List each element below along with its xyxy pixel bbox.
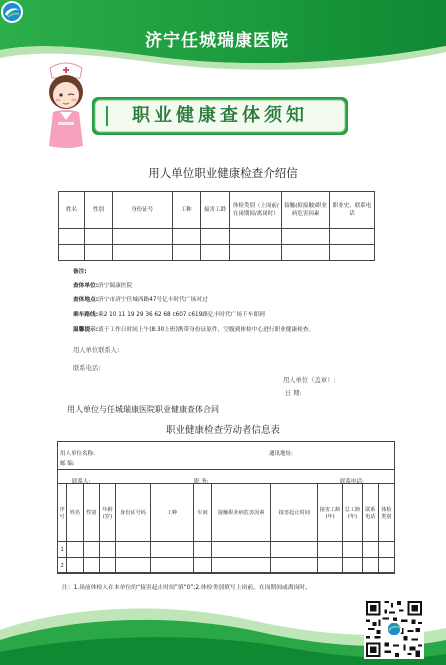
- bus-label: 乘车路线:: [73, 312, 99, 318]
- column-header: 接触职业病危害因素: [212, 484, 271, 542]
- column-header: 体检类别: [378, 484, 394, 542]
- column-header: 总工龄(年): [342, 484, 362, 542]
- contact-person-label: 联系人:: [72, 479, 91, 485]
- nurse-illustration-icon: [36, 60, 96, 150]
- hospital-name: 济宁任城瑞康医院: [145, 31, 289, 51]
- worker-info-table: [57, 483, 395, 574]
- table-row: [59, 245, 375, 261]
- column-header: 车间: [193, 484, 211, 542]
- column-header: 年龄(岁): [99, 484, 115, 542]
- table-row: [59, 229, 375, 245]
- banner-title: 职业健康查体须知: [132, 105, 308, 126]
- date-label: 日 期:: [285, 390, 302, 397]
- column-header: 职业史、联系电话: [330, 192, 375, 229]
- contact-phone-label: 联系电话:: [340, 479, 364, 485]
- column-header: 身份证号码: [116, 484, 151, 542]
- column-header: 性别: [83, 484, 99, 542]
- address-value: 济宁市济宁任城西路47号亿丰时代广场对过: [98, 297, 208, 303]
- column-header: 身份证号: [112, 192, 172, 229]
- intro-letter-table: [58, 191, 375, 261]
- tip-value: 请于工作日时间上午(8:30上班)携带身份证原件，空腹到体检中心进行职业健康检查。: [98, 327, 315, 333]
- table-header-row: [59, 192, 375, 229]
- seal-label: 用人单位（盖章）:: [283, 377, 336, 384]
- table-row: [58, 542, 395, 558]
- intro-letter-title: 用人单位职业健康检查介绍信: [148, 166, 298, 180]
- column-header: 工种: [172, 192, 200, 229]
- qr-code-icon: [364, 599, 424, 659]
- column-header: 联系电话: [363, 484, 378, 542]
- row-number: 1: [58, 542, 67, 558]
- column-header: 接害工龄(年): [318, 484, 343, 542]
- column-header: 姓名: [67, 484, 83, 542]
- column-header: 工种: [150, 484, 193, 542]
- column-header: 接害工龄: [200, 192, 230, 229]
- unit-name-label: 用人单位名称:: [60, 451, 95, 457]
- table-header-row: [58, 484, 395, 542]
- remark-label: 备注:: [73, 269, 87, 275]
- table-row: [58, 558, 395, 574]
- contract-title: 用人单位与任城瑞康医院职业健康查体合同: [67, 405, 219, 414]
- column-header: 体检类别（上岗前/在岗期间/离岗时）: [230, 192, 282, 229]
- hospital-logo-icon: [0, 0, 24, 24]
- footnote: 注：1.岗前体检人在本单位的“接害起止时间”填“0”;2.体检类别填写上岗前、在岗期间或离岗时。: [62, 585, 311, 591]
- tip-label: 温馨提示:: [73, 327, 99, 333]
- unit-value: 济宁瑞康医院: [98, 283, 133, 289]
- column-header: 序号: [58, 484, 67, 542]
- worker-info-title: 职业健康检查劳动者信息表: [165, 425, 280, 436]
- column-header: 接害起止时间: [271, 484, 318, 542]
- address-label: 通讯地址:: [269, 451, 293, 457]
- row-number: 2: [58, 558, 67, 574]
- column-header: 姓名: [59, 192, 85, 229]
- unit-label: 查体单位:: [73, 283, 99, 289]
- address-label: 查体地点:: [73, 297, 99, 303]
- phone-label: 联系电话:: [73, 365, 101, 372]
- position-label: 职 务:: [194, 479, 209, 485]
- column-header: 性别: [84, 192, 112, 229]
- bus-value: 乘2 10 11 19 29 36 62 68 c607 c619路亿丰时代广场下车即到: [98, 312, 265, 318]
- contact-label: 用人单位联系人:: [73, 347, 120, 354]
- postcode-label: 邮 编:: [60, 461, 75, 467]
- column-header: 接触(拟接触)职业病危害因素: [282, 192, 330, 229]
